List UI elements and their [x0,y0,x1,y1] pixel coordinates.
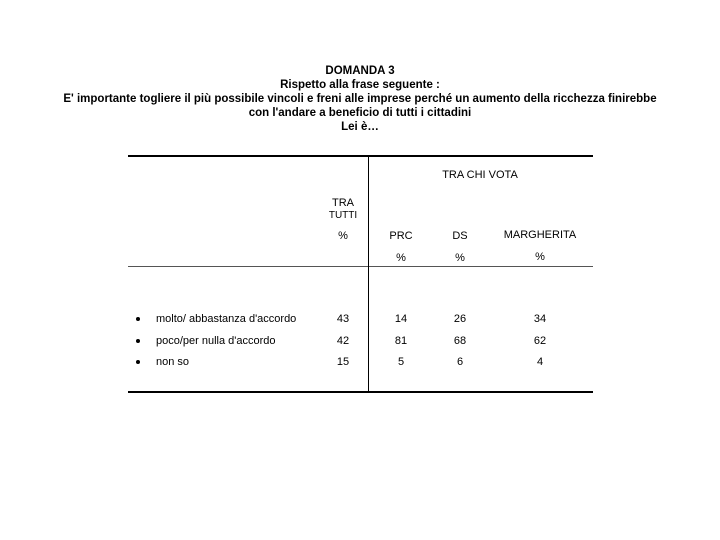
table-bottom-rule [128,391,593,393]
header-tra-tutti-line2: TUTTI [328,210,358,221]
row-label: poco/per nulla d'accordo [156,335,276,347]
header-tutti-percent: % [338,230,348,242]
group-header-tra-chi-vota: TRA CHI VOTA [442,169,518,181]
unit-prc: % [396,252,406,264]
value-ds: 6 [456,356,464,368]
question-intro: Rispetto alla frase seguente : [280,79,440,91]
value-margherita: 4 [536,356,544,368]
value-margherita: 34 [533,313,547,325]
value-margherita: 62 [533,335,547,347]
value-tutti: 42 [336,335,350,347]
unit-ds: % [455,252,465,264]
value-tutti: 43 [336,313,350,325]
bullet-icon [136,339,140,343]
row-label: non so [156,356,190,368]
value-tutti: 15 [336,356,350,368]
bullet-icon [136,317,140,321]
bullet-icon [136,360,140,364]
header-prc: PRC [389,230,413,242]
question-statement-line1: E' importante togliere il più possibile vincoli e freni alle imprese perché un aumento della ricchezza finirebbe [63,93,657,105]
value-ds: 26 [453,313,467,325]
question-number: DOMANDA 3 [325,65,395,77]
header-margherita: MARGHERITA [503,229,577,241]
question-title [0,64,720,134]
value-prc: 14 [394,313,408,325]
column-divider [368,156,369,392]
unit-margherita: % [535,251,545,263]
table-top-rule [128,155,593,157]
header-ds: DS [452,230,468,242]
row-label: molto/ abbastanza d'accordo [156,313,297,325]
value-ds: 68 [453,335,467,347]
question-statement-line2: con l'andare a beneficio di tutti i cittadini [248,107,472,119]
header-separator-rule [128,266,593,267]
header-tra-tutti-line1: TRA [332,197,354,209]
question-prompt: Lei è… [341,121,379,133]
value-prc: 81 [394,335,408,347]
value-prc: 5 [397,356,405,368]
